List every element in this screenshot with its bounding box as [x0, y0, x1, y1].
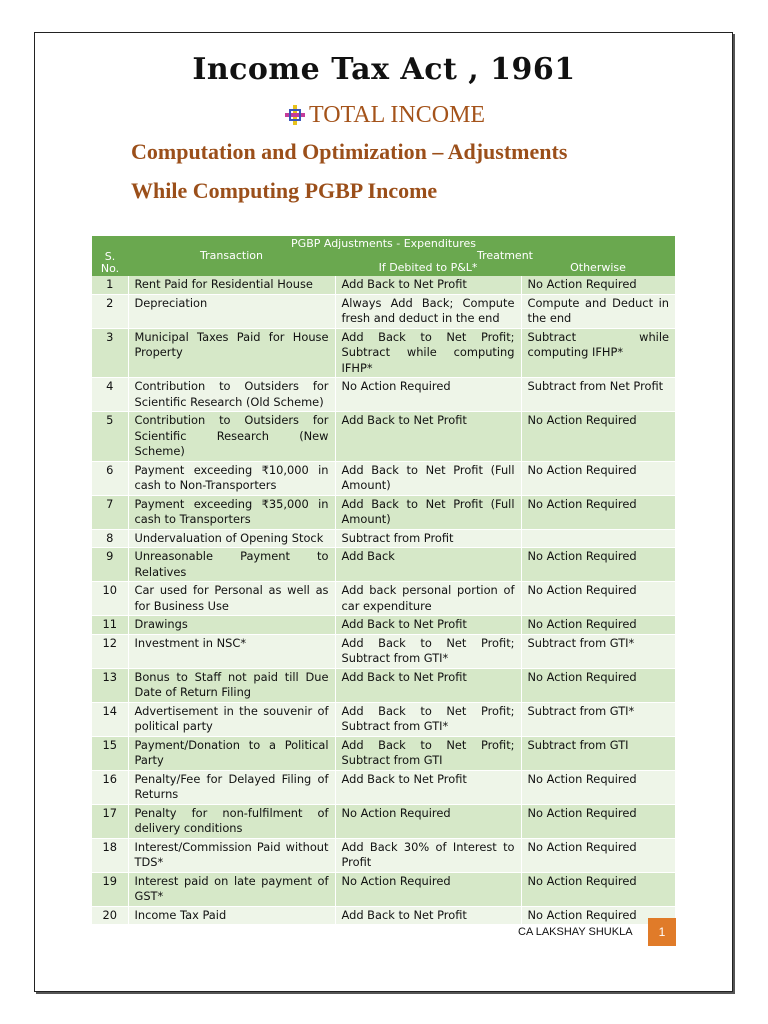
table-row: [92, 294, 675, 328]
cell-if-debited: Add Back to Net Profit; Subtract from GTI*: [335, 702, 521, 736]
cell-otherwise: No Action Required: [521, 495, 675, 529]
total-income-heading: [284, 100, 485, 130]
cell-if-debited: Add Back 30% of Interest to Profit: [335, 838, 521, 872]
cell-otherwise: No Action Required: [521, 838, 675, 872]
document-title: Income Tax Act , 1961: [192, 52, 576, 87]
table-row: [92, 461, 675, 495]
header-transaction: Transaction: [128, 250, 335, 276]
cell-if-debited: No Action Required: [335, 378, 521, 412]
cell-otherwise: No Action Required: [521, 804, 675, 838]
cell-sno: 20: [92, 906, 128, 925]
cell-sno: 9: [92, 548, 128, 582]
cell-transaction: Bonus to Staff not paid till Due Date of Return Filing: [128, 668, 335, 702]
cell-transaction: Contribution to Outsiders for Scientific Research (New Scheme): [128, 412, 335, 462]
header-sno: S. No.: [92, 250, 128, 276]
cell-sno: 10: [92, 582, 128, 616]
cell-sno: 4: [92, 378, 128, 412]
table-row: [92, 495, 675, 529]
table-row: [92, 529, 675, 548]
cell-sno: 14: [92, 702, 128, 736]
cell-otherwise: No Action Required: [521, 872, 675, 906]
cell-otherwise: No Action Required: [521, 906, 675, 925]
cell-sno: 5: [92, 412, 128, 462]
cell-sno: 7: [92, 495, 128, 529]
cell-otherwise: No Action Required: [521, 461, 675, 495]
cell-otherwise: No Action Required: [521, 616, 675, 635]
subtitle-computation: Computation and Optimization – Adjustments: [131, 139, 568, 164]
cell-if-debited: Always Add Back; Compute fresh and deduct in the end: [335, 294, 521, 328]
cell-sno: 8: [92, 529, 128, 548]
cell-transaction: Payment exceeding ₹10,000 in cash to Non-Transporters: [128, 461, 335, 495]
table-row: [92, 906, 675, 925]
cell-transaction: Car used for Personal as well as for Business Use: [128, 582, 335, 616]
cell-transaction: Rent Paid for Residential House: [128, 276, 335, 294]
cell-if-debited: Add Back to Net Profit: [335, 616, 521, 635]
colored-plus-icon: [284, 104, 306, 126]
cell-if-debited: Add Back to Net Profit: [335, 906, 521, 925]
table-row: [92, 616, 675, 635]
table-row: [92, 770, 675, 804]
cell-otherwise: No Action Required: [521, 276, 675, 294]
cell-otherwise: Subtract from GTI*: [521, 702, 675, 736]
cell-transaction: Penalty/Fee for Delayed Filing of Returns: [128, 770, 335, 804]
cell-sno: 1: [92, 276, 128, 294]
heading-label: TOTAL INCOME: [309, 101, 486, 128]
adjustments-table: [92, 236, 675, 925]
table-row: [92, 412, 675, 462]
cell-sno: 3: [92, 328, 128, 378]
cell-transaction: Undervaluation of Opening Stock: [128, 529, 335, 548]
cell-sno: 13: [92, 668, 128, 702]
cell-transaction: Investment in NSC*: [128, 634, 335, 668]
cell-transaction: Unreasonable Payment to Relatives: [128, 548, 335, 582]
cell-otherwise: No Action Required: [521, 412, 675, 462]
cell-otherwise: Compute and Deduct in the end: [521, 294, 675, 328]
cell-if-debited: Subtract from Profit: [335, 529, 521, 548]
cell-otherwise: [521, 529, 675, 548]
cell-if-debited: Add back personal portion of car expenditure: [335, 582, 521, 616]
table-row: [92, 634, 675, 668]
header-if-debited: If Debited to P&L*: [335, 262, 521, 276]
cell-sno: 6: [92, 461, 128, 495]
cell-transaction: Payment exceeding ₹35,000 in cash to Transporters: [128, 495, 335, 529]
cell-sno: 16: [92, 770, 128, 804]
footer-author: CA LAKSHAY SHUKLA: [518, 926, 633, 938]
cell-if-debited: Add Back to Net Profit (Full Amount): [335, 495, 521, 529]
cell-transaction: Income Tax Paid: [128, 906, 335, 925]
cell-otherwise: No Action Required: [521, 582, 675, 616]
table-row: [92, 582, 675, 616]
cell-otherwise: Subtract while computing IFHP*: [521, 328, 675, 378]
table-row: [92, 872, 675, 906]
cell-transaction: Depreciation: [128, 294, 335, 328]
cell-if-debited: Add Back to Net Profit: [335, 276, 521, 294]
cell-transaction: Municipal Taxes Paid for House Property: [128, 328, 335, 378]
cell-if-debited: Add Back to Net Profit (Full Amount): [335, 461, 521, 495]
cell-otherwise: No Action Required: [521, 548, 675, 582]
cell-if-debited: Add Back to Net Profit; Subtract while computing IFHP*: [335, 328, 521, 378]
cell-transaction: Interest/Commission Paid without TDS*: [128, 838, 335, 872]
table-row: [92, 378, 675, 412]
cell-otherwise: Subtract from Net Profit: [521, 378, 675, 412]
cell-sno: 19: [92, 872, 128, 906]
cell-transaction: Interest paid on late payment of GST*: [128, 872, 335, 906]
cell-sno: 2: [92, 294, 128, 328]
cell-if-debited: Add Back to Net Profit; Subtract from GTI: [335, 736, 521, 770]
cell-sno: 11: [92, 616, 128, 635]
cell-sno: 18: [92, 838, 128, 872]
cell-transaction: Payment/Donation to a Political Party: [128, 736, 335, 770]
cell-if-debited: Add Back: [335, 548, 521, 582]
header-treatment: Treatment: [335, 250, 675, 262]
cell-otherwise: No Action Required: [521, 668, 675, 702]
table-row: [92, 668, 675, 702]
header-otherwise: Otherwise: [521, 262, 675, 276]
table-row: [92, 328, 675, 378]
cell-if-debited: No Action Required: [335, 872, 521, 906]
cell-sno: 12: [92, 634, 128, 668]
table-row: [92, 736, 675, 770]
cell-transaction: Advertisement in the souvenir of political party: [128, 702, 335, 736]
table-caption: PGBP Adjustments - Expenditures: [92, 236, 675, 250]
table-row: [92, 276, 675, 294]
cell-sno: 15: [92, 736, 128, 770]
cell-if-debited: Add Back to Net Profit: [335, 412, 521, 462]
cell-sno: 17: [92, 804, 128, 838]
cell-if-debited: Add Back to Net Profit: [335, 770, 521, 804]
table-row: [92, 838, 675, 872]
cell-otherwise: Subtract from GTI*: [521, 634, 675, 668]
cell-transaction: Drawings: [128, 616, 335, 635]
table-row: [92, 804, 675, 838]
cell-transaction: Contribution to Outsiders for Scientific Research (Old Scheme): [128, 378, 335, 412]
cell-transaction: Penalty for non-fulfilment of delivery conditions: [128, 804, 335, 838]
cell-if-debited: No Action Required: [335, 804, 521, 838]
cell-otherwise: Subtract from GTI: [521, 736, 675, 770]
table-body: [92, 276, 675, 925]
page-number-badge: 1: [648, 918, 676, 946]
table-row: [92, 702, 675, 736]
table-row: [92, 548, 675, 582]
cell-otherwise: No Action Required: [521, 770, 675, 804]
subtitle-pgbp: While Computing PGBP Income: [131, 178, 438, 203]
cell-if-debited: Add Back to Net Profit: [335, 668, 521, 702]
cell-if-debited: Add Back to Net Profit; Subtract from GTI*: [335, 634, 521, 668]
